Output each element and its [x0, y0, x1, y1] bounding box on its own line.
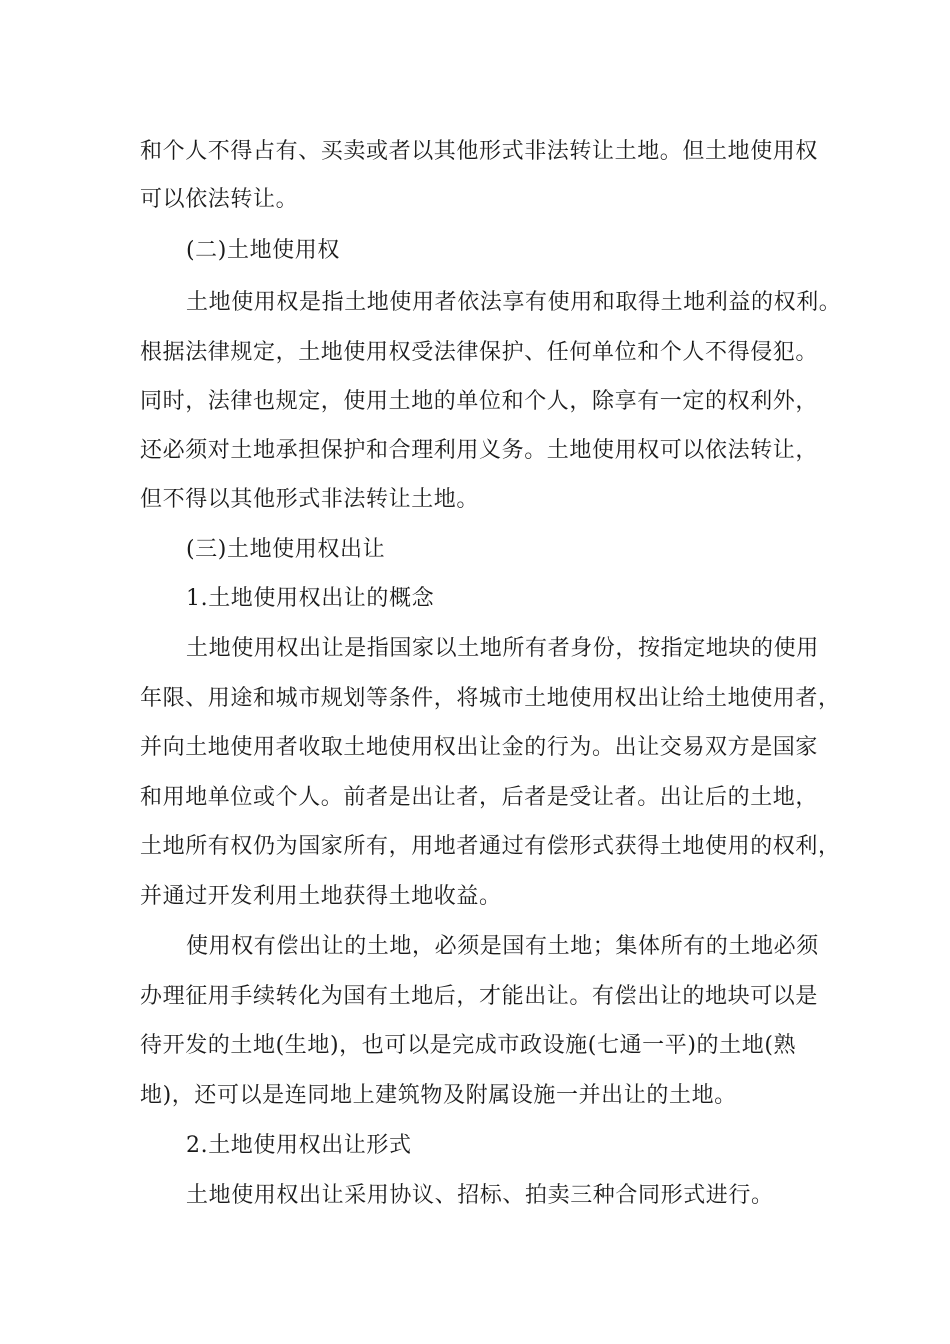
paragraph-line: 使用权有偿出让的土地，必须是国有土地；集体所有的土地必须	[186, 934, 819, 959]
paragraph-line: 和个人不得占有、买卖或者以其他形式非法转让土地。但土地使用权	[140, 139, 819, 164]
paragraph-line: 可以依法转让。	[140, 187, 299, 212]
paragraph-line: 根据法律规定，土地使用权受法律保护、任何单位和个人不得侵犯。	[140, 340, 819, 365]
paragraph-line: 同时，法律也规定，使用土地的单位和个人，除享有一定的权利外，	[140, 389, 819, 414]
subsection-heading: 2.土地使用权出让形式	[186, 1133, 412, 1158]
section-heading: (二)土地使用权	[186, 238, 340, 263]
section-heading: (三)土地使用权出让	[186, 537, 386, 562]
paragraph-line: 但不得以其他形式非法转让土地。	[140, 487, 480, 512]
paragraph-line: 办理征用手续转化为国有土地后，才能出让。有偿出让的地块可以是	[140, 984, 819, 1009]
paragraph-line: 待开发的土地(生地)，也可以是完成市政设施(七通一平)的土地(熟	[140, 1033, 797, 1058]
paragraph-line: 土地使用权出让是指国家以土地所有者身份，按指定地块的使用	[186, 636, 819, 661]
paragraph-line: 土地使用权出让采用协议、招标、拍卖三种合同形式进行。	[186, 1183, 774, 1208]
paragraph-line: 年限、用途和城市规划等条件，将城市土地使用权出让给土地使用者，	[140, 686, 841, 711]
paragraph-line: 和用地单位或个人。前者是出让者，后者是受让者。出让后的土地，	[140, 785, 819, 810]
paragraph-line: 土地所有权仍为国家所有，用地者通过有偿形式获得土地使用的权利，	[140, 834, 841, 859]
paragraph-line: 地)，还可以是连同地上建筑物及附属设施一并出让的土地。	[140, 1083, 737, 1108]
paragraph-line: 并通过开发利用土地获得土地收益。	[140, 884, 502, 909]
subsection-heading: 1.土地使用权出让的概念	[186, 586, 435, 611]
paragraph-line: 土地使用权是指土地使用者依法享有使用和取得土地利益的权利。	[186, 290, 842, 315]
paragraph-line: 并向土地使用者收取土地使用权出让金的行为。出让交易双方是国家	[140, 735, 819, 760]
paragraph-line: 还必须对土地承担保护和合理利用义务。土地使用权可以依法转让，	[140, 438, 819, 463]
